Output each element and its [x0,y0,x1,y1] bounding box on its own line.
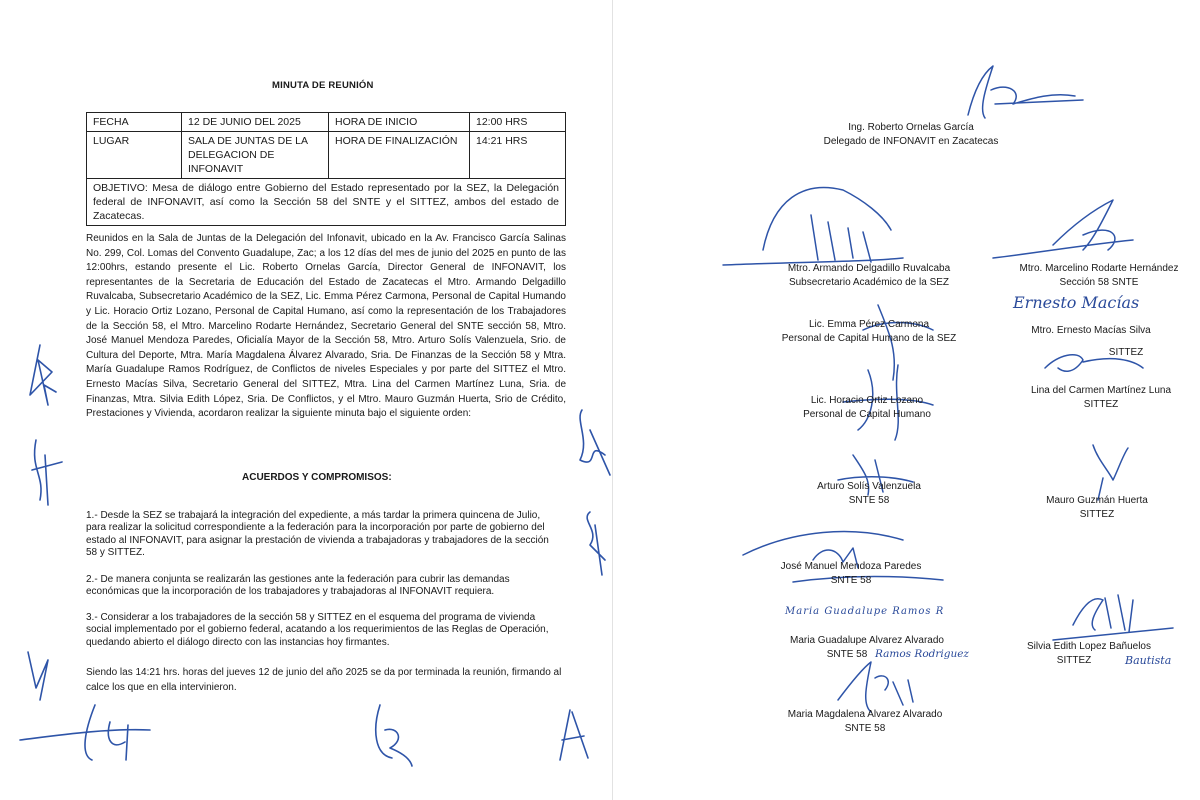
handwritten-name: Ernesto Macías [1013,293,1140,312]
signer-role: Personal de Capital Humano [803,408,931,420]
initial-signature [560,710,588,760]
fecha-value: 12 DE JUNIO DEL 2025 [182,113,329,132]
right-page [612,0,1200,800]
hora-fin-label: HORA DE FINALIZACIÓN [329,132,470,179]
fecha-label: FECHA [87,113,182,132]
acuerdo-item: 3.- Considerar a los trabajadores de la sección 58 y SITTEZ en el esquema del programa de vivienda social implementado por el gobierno federal, acatando a los requerimientos de las Reglas de Operación, quedando abierto el diálogo directo con las instancias hoy firmantes. [86,612,549,648]
initial-signature [20,705,150,760]
handwritten-name: Ramos Rodriguez [875,648,969,660]
signer-name: Silvia Edith Lopez Bañuelos [1027,641,1151,652]
signer-name: Maria Magdalena Alvarez Alvarado [787,709,943,720]
signer-role: Sección 58 SNTE [1059,276,1139,288]
signer-role: SITTEZ [1108,347,1144,358]
hora-fin-value: 14:21 HRS [470,132,566,179]
intro-paragraph: Reunidos en la Sala de Juntas de la Delegación del Infonavit, ubicado en la Av. Francisco García Salinas No. 299, Col. Lomas del Convento Guadalupe, Zac; a los 12 días del mes de junio del 2025 en punto de las 12:00hrs, estando presente el Lic. Roberto Ornelas García, Director General de INFONAVIT, los representantes de la Secretaria de Educación del Estado de Zacatecas el Mtro. Armando Delgadillo Ruvalcaba, Subsecretario Académico de la SEZ, Lic. Emma Pérez Carmona, Personal de Capital Humando y Lic. Horacio Ortiz Lozano, Personal de Capital Humano, así como la representación de los Trabajadores de la Sección 58, el Mtro. Marcelino Rodarte Hernández, Secretario General del SNTE sección 58, Mtro. José Manuel Mendoza Paredes, Oficialía Mayor de la Sección 58, Mtro. Arturo Solís Valenzuela, Srio. de Cultura del Deporte, Mtra. María Magdalena Álvarez Alvarado, Sria. De Finanzas de la Sección 58 y Mtra. María Guadalupe Ramos Rodríguez, de Conflictos de niveles Especiales y por parte del SITTEZ el Mtro. Ernesto Macías Silva, Secretario General del SITTEZ, Mtra. Lina del Carmen Martínez Luna, Sria. de Finanzas, Mtra. Silvia Edith López, Sria. De Conflictos, y el Mtro. Mauro Guzmán Huerta, Srio de Crédito, Prestaciones y Vivienda, acordaron realizar la siguiente minuta bajo el siguiente orden: [86,233,566,420]
signature-delgadillo [723,188,903,266]
signer-block [782,318,957,345]
initial-signature [30,345,56,405]
signer-name: Lina del Carmen Martínez Luna [1030,385,1172,396]
signer-block [1031,320,1150,364]
signer-name: Lic. Emma Pérez Carmona [808,319,930,330]
meeting-info-table [86,112,566,226]
acuerdo-item: 2.- De manera conjunta se realizarán las gestiones ante la federación para cubrir las demandas económicas que la incorporación de los trabajadores y trabajadoras al INFONAVIT requiera. [86,574,510,598]
signer-block [781,560,922,587]
signature-alvarez-magdalena [838,662,913,712]
objetivo-cell: OBJETIVO: Mesa de diálogo entre Gobierno del Estado representado por la SEZ, la Delegación federal de INFONAVIT, así como la Sección 58 del SNTE y el SITTEZ, ambos del estado de Zacatecas. [87,179,566,226]
signer-role: Subsecretario Académico de la SEZ [788,276,950,288]
initial-signature [376,705,412,766]
signer-role: Personal de Capital Humano de la SEZ [781,332,957,344]
closing-paragraph: Siendo las 14:21 hrs. horas del jueves 12 de junio del año 2025 se da por terminada la reunión, firmando al calce los que en ella intervinieron. [86,667,562,693]
signer-role: SITTEZ [1079,508,1115,520]
hora-inicio-value: 12:00 HRS [470,113,566,132]
acuerdo-item: 1.- Desde la SEZ se trabajará la integración del expediente, a más tardar la primera quincena de Julio, para realizar la solicitud correspondiente a la federación para la incorporación por parte de gobierno del estado al INFONAVIT, para asignar la prestación de vivienda a trabajadoras y trabajadores de la sección 58 y SITTEZ. [86,510,549,559]
signer-name: Lic. Horacio Ortiz Lozano [810,395,924,406]
signer-name: Mtro. Armando Delgadillo Ruvalcaba [787,263,951,274]
signer-name: Maria Guadalupe Alvarez Alvarado [790,635,944,646]
handwritten-name: Bautista [1125,654,1172,667]
signer-block [788,262,950,289]
signer-block [1031,384,1171,411]
signer-block [788,708,943,735]
signer-name: Mtro. Ernesto Macías Silva [1031,325,1151,336]
signer-role: Delegado de INFONAVIT en Zacatecas [823,135,999,147]
acuerdos-heading: ACUERDOS Y COMPROMISOS: [242,472,392,483]
lugar-value: SALA DE JUNTAS DE LA DELEGACION DE INFONAVIT [182,132,329,179]
lugar-label: LUGAR [87,132,182,179]
initial-signature [28,652,48,700]
signer-block [817,480,921,507]
signer-name: José Manuel Mendoza Paredes [780,561,922,572]
initial-signature [587,512,605,575]
signature-guzman [1093,445,1128,500]
signature-rodarte [993,200,1133,258]
signature-lopez [1053,595,1173,640]
signer-block [1046,494,1148,521]
signer-role: SNTE 58 [848,494,890,506]
signer-name: Arturo Solís Valenzuela [817,481,921,492]
signer-name: Ing. Roberto Ornelas García [848,122,974,133]
signer-name: Mtro. Marcelino Rodarte Hernández [1019,263,1179,274]
signer-block [1020,262,1179,289]
document-title: MINUTA DE REUNIÓN [272,80,374,91]
hora-inicio-label: HORA DE INICIO [329,113,470,132]
signature-ornelas [968,66,1083,118]
signer-role: SITTEZ [1056,654,1092,666]
signer-role: SNTE 58 [844,722,886,734]
signer-role: SNTE 58 [830,574,872,586]
signer-block [824,121,999,148]
handwritten-name: Maria Guadalupe Ramos R [785,606,945,617]
signer-block [803,394,931,421]
signer-role: SITTEZ [1083,398,1119,410]
signer-role: SNTE 58 [826,648,868,660]
initial-signature [32,440,62,505]
signer-name: Mauro Guzmán Huerta [1046,495,1148,506]
initial-signature [580,410,610,475]
